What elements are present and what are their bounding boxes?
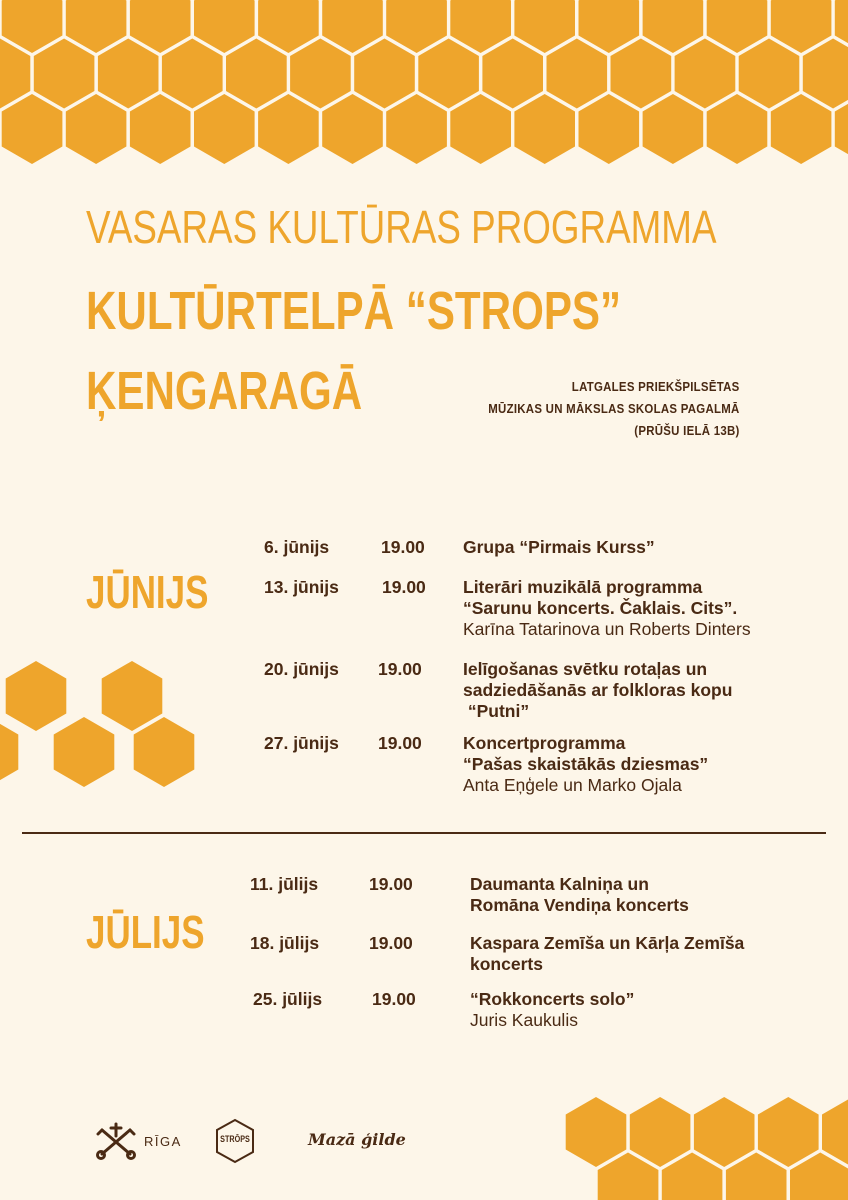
honeycomb-cell <box>130 94 191 164</box>
event-description <box>463 577 751 640</box>
honeycomb-cell <box>835 0 848 53</box>
location-line-1: LATGALES PRIEKŠPILSĒTAS <box>572 379 740 394</box>
event-title-line: Grupa “Pirmais Kurss” <box>463 537 655 557</box>
honeycomb-cell <box>675 39 736 109</box>
honeycomb-cell <box>258 94 319 164</box>
venue-title: KULTŪRTELPĀ “STROPS” <box>86 281 622 341</box>
honeycomb-top <box>0 0 848 164</box>
event-description <box>463 659 732 722</box>
honeycomb-cell <box>6 661 67 731</box>
honeycomb-cell <box>2 94 63 164</box>
event-time: 19.00 <box>378 659 422 679</box>
honeycomb-cell <box>822 1097 848 1167</box>
honeycomb-cell <box>134 717 195 787</box>
honeycomb-cell <box>0 39 30 109</box>
riga-logo-text: RĪGA <box>144 1134 182 1149</box>
month-divider <box>22 832 826 834</box>
honeycomb-cell <box>707 0 768 53</box>
honeycomb-cell <box>771 0 832 53</box>
riga-keys-icon <box>96 1122 138 1162</box>
honeycomb-cell <box>450 94 511 164</box>
location-line-3: (PRŪŠU IELĀ 13B) <box>634 423 740 438</box>
event-title-line: “Sarunu koncerts. Čaklais. Cits”. <box>463 598 738 618</box>
event-date: 25. jūlijs <box>253 989 323 1009</box>
honeycomb-cell <box>694 1097 755 1167</box>
event-date: 6. jūnijs <box>264 537 330 557</box>
honeycomb-cell <box>598 1153 659 1200</box>
event-title-line: sadziedāšanās ar folkloras kopu <box>463 680 733 700</box>
honeycomb-cell <box>739 39 800 109</box>
event-title-line: Ielīgošanas svētku rotaļas un <box>463 659 708 679</box>
honeycomb-cell <box>290 39 351 109</box>
event-title-line: Koncertprogramma <box>463 733 626 753</box>
honeycomb-cell <box>226 39 287 109</box>
honeycomb-cell <box>194 94 255 164</box>
honeycomb-cell <box>322 94 383 164</box>
honeycomb-cell <box>322 0 383 53</box>
month-june: JŪNIJS <box>86 566 209 618</box>
event-title-line: Daumanta Kalniņa un <box>470 874 649 894</box>
district-title: ĶENGARAGĀ <box>86 361 363 421</box>
event-time: 19.00 <box>382 577 426 597</box>
honeycomb-cell <box>835 94 848 164</box>
honeycomb-cell <box>771 94 832 164</box>
event-date: 20. jūnijs <box>264 659 339 679</box>
honeycomb-cell <box>386 0 447 53</box>
location-block <box>489 376 740 442</box>
honeycomb-cell <box>450 0 511 53</box>
honeycomb-cell <box>98 39 159 109</box>
honeycomb-cell <box>790 1153 848 1200</box>
honeycomb-cell <box>0 717 18 787</box>
event-date: 18. jūlijs <box>250 933 320 953</box>
event-title-line: Literāri muzikālā programma <box>463 577 703 597</box>
honeycomb-cell <box>102 661 163 731</box>
riga-logo <box>96 1122 186 1162</box>
honeycomb-bottom-right <box>566 1097 848 1200</box>
event-performers: Anta Eņģele un Marko Ojala <box>463 775 682 795</box>
honeycomb-cell <box>34 39 95 109</box>
event-performers: Karīna Tatarinova un Roberts Dinters <box>463 619 751 639</box>
event-time: 19.00 <box>369 874 413 894</box>
program-title: VASARAS KULTŪRAS PROGRAMMA <box>86 201 717 253</box>
honeycomb-cell <box>130 0 191 53</box>
honeycomb-cell <box>2 0 63 53</box>
strops-logo <box>214 1118 256 1164</box>
event-title-line: koncerts <box>470 954 543 974</box>
honeycomb-left <box>0 661 194 787</box>
honeycomb-cell <box>643 94 704 164</box>
month-july: JŪLIJS <box>86 906 205 958</box>
honeycomb-cell <box>162 39 223 109</box>
honeycomb-cell <box>566 1097 627 1167</box>
honeycomb-cell <box>707 94 768 164</box>
honeycomb-cell <box>54 717 115 787</box>
event-time: 19.00 <box>369 933 413 953</box>
event-title-line: “Rokkoncerts solo” <box>470 989 635 1009</box>
honeycomb-cell <box>482 39 543 109</box>
event-time: 19.00 <box>372 989 416 1009</box>
honeycomb-cell <box>579 0 640 53</box>
event-description <box>470 933 744 975</box>
honeycomb-cell <box>630 1097 691 1167</box>
honeycomb-cell <box>194 0 255 53</box>
event-description <box>463 537 655 558</box>
honeycomb-cell <box>758 1097 819 1167</box>
honeycomb-cell <box>579 94 640 164</box>
honeycomb-cell <box>662 1153 723 1200</box>
event-description <box>470 989 634 1031</box>
event-description <box>470 874 689 916</box>
event-date: 11. jūlijs <box>250 874 319 894</box>
honeycomb-cell <box>66 0 127 53</box>
honeycomb-cell <box>418 39 479 109</box>
strops-logo-text: STRŌPS <box>220 1134 250 1144</box>
honeycomb-cell <box>258 0 319 53</box>
honeycomb-cell <box>611 39 672 109</box>
honeycomb-cell <box>726 1153 787 1200</box>
maza-gilde-logo: Mazā ģilde <box>308 1130 406 1149</box>
event-date: 13. jūnijs <box>264 577 339 597</box>
event-performers: Juris Kaukulis <box>470 1010 578 1030</box>
event-time: 19.00 <box>381 537 425 557</box>
honeycomb-cell <box>514 94 575 164</box>
event-title-line: Romāna Vendiņa koncerts <box>470 895 689 915</box>
honeycomb-cell <box>514 0 575 53</box>
honeycomb-cell <box>354 39 415 109</box>
event-description <box>463 733 708 796</box>
event-title-line: Kaspara Zemīša un Kārļa Zemīša <box>470 933 745 953</box>
event-time: 19.00 <box>378 733 422 753</box>
honeycomb-cell <box>643 0 704 53</box>
honeycomb-cell <box>386 94 447 164</box>
honeycomb-cell <box>803 39 848 109</box>
event-title-line: “Putni” <box>463 701 530 721</box>
event-date: 27. jūnijs <box>264 733 339 753</box>
event-title-line: “Pašas skaistākās dziesmas” <box>463 754 709 774</box>
honeycomb-cell <box>547 39 608 109</box>
honeycomb-cell <box>66 94 127 164</box>
location-line-2: MŪZIKAS UN MĀKSLAS SKOLAS PAGALMĀ <box>488 401 740 416</box>
